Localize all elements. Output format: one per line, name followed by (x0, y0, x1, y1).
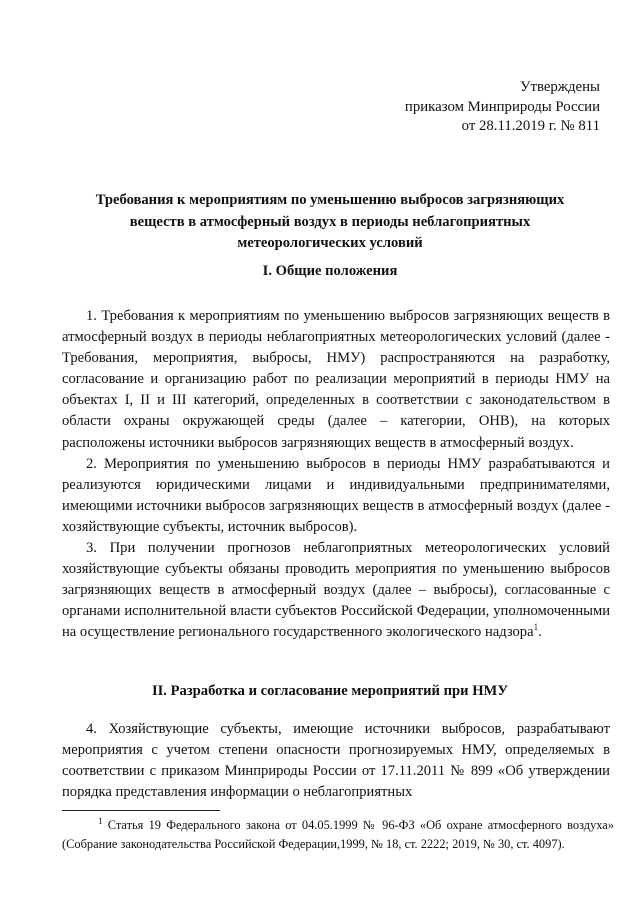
paragraph-3-text: 3. При получении прогнозов неблагоприятных метеорологических условий хозяйствующие субъекты обязаны проводить мероприятия по уменьшению выбросов загрязняющих веществ в атмосферный воздух (далее – выбросы), согласованные с органами исполнительной власти субъектов Российской Федерации, уполномоченными на осуществление регионального государственного экологического надзора (62, 540, 610, 641)
section-1-heading: I. Общие положения (262, 263, 398, 279)
paragraph-1: 1. Требования к мероприятиям по уменьшению выбросов загрязняющих веществ в атмосферный воздух в периоды неблагоприятных метеорологических условий (далее - Требования, мероприятия, выбросы, НМУ) распространяются на разработку, согласование и организацию работ по реализации мероприятий в периоды НМУ на объектах I, II и III категорий, определенных в соответствии с законодательством в области охраны окружающей среды (далее – категории, ОНВ), на которых расположены источники выбросов загрязняющих веществ в атмосферный воздух. (62, 308, 610, 451)
paragraph-3 (62, 538, 610, 643)
title-line-2: веществ в атмосферный воздух в периоды неблагоприятных (129, 213, 531, 230)
paragraph-4: 4. Хозяйствующие субъекты, имеющие источники выбросов, разрабатывают мероприятия с учетом степени опасности прогнозируемых НМУ, определяемых в соответствии с приказом Минприроды России от 17.11.2011 № 899 «Об утверждении порядка представления информации о неблагоприятных (62, 721, 610, 801)
document-title (60, 190, 600, 255)
title-line-3: метеорологических условий (237, 235, 423, 251)
section-2-body (62, 719, 610, 803)
approval-line-3: от 28.11.2019 г. № 811 (461, 118, 600, 134)
footnote-reference: 1 (533, 622, 539, 633)
section-2-heading: II. Разработка и согласование мероприятий при НМУ (151, 683, 509, 699)
footnote (62, 816, 614, 853)
footnote-divider (62, 810, 220, 811)
title-line-1: Требования к мероприятиям по уменьшению выбросов загрязняющих (95, 192, 565, 208)
section-1-body (62, 306, 610, 644)
approval-block (405, 78, 600, 137)
footnote-mark: 1 (98, 815, 103, 826)
approval-line-1: Утверждены (520, 79, 600, 95)
paragraph-3-end: . (538, 624, 542, 641)
footnote-paragraph (62, 816, 614, 853)
footnote-text: Статья 19 Федерального закона от 04.05.1999 № 96-ФЗ «Об охране атмосферного воздуха» (Собрание законодательства Российской Федерации,1999, № 18, ст. 2222; 2019, № 30, ст. 4097). (62, 818, 614, 851)
paragraph-2: 2. Мероприятия по уменьшению выбросов в периоды НМУ разрабатываются и реализуются юридическими лицами и индивидуальными предпринимателями, имеющими источники выбросов загрязняющих веществ в атмосферный воздух (далее - хозяйствующие субъекты, источник выбросов). (62, 455, 610, 535)
approval-line-2: приказом Минприроды России (404, 98, 600, 115)
